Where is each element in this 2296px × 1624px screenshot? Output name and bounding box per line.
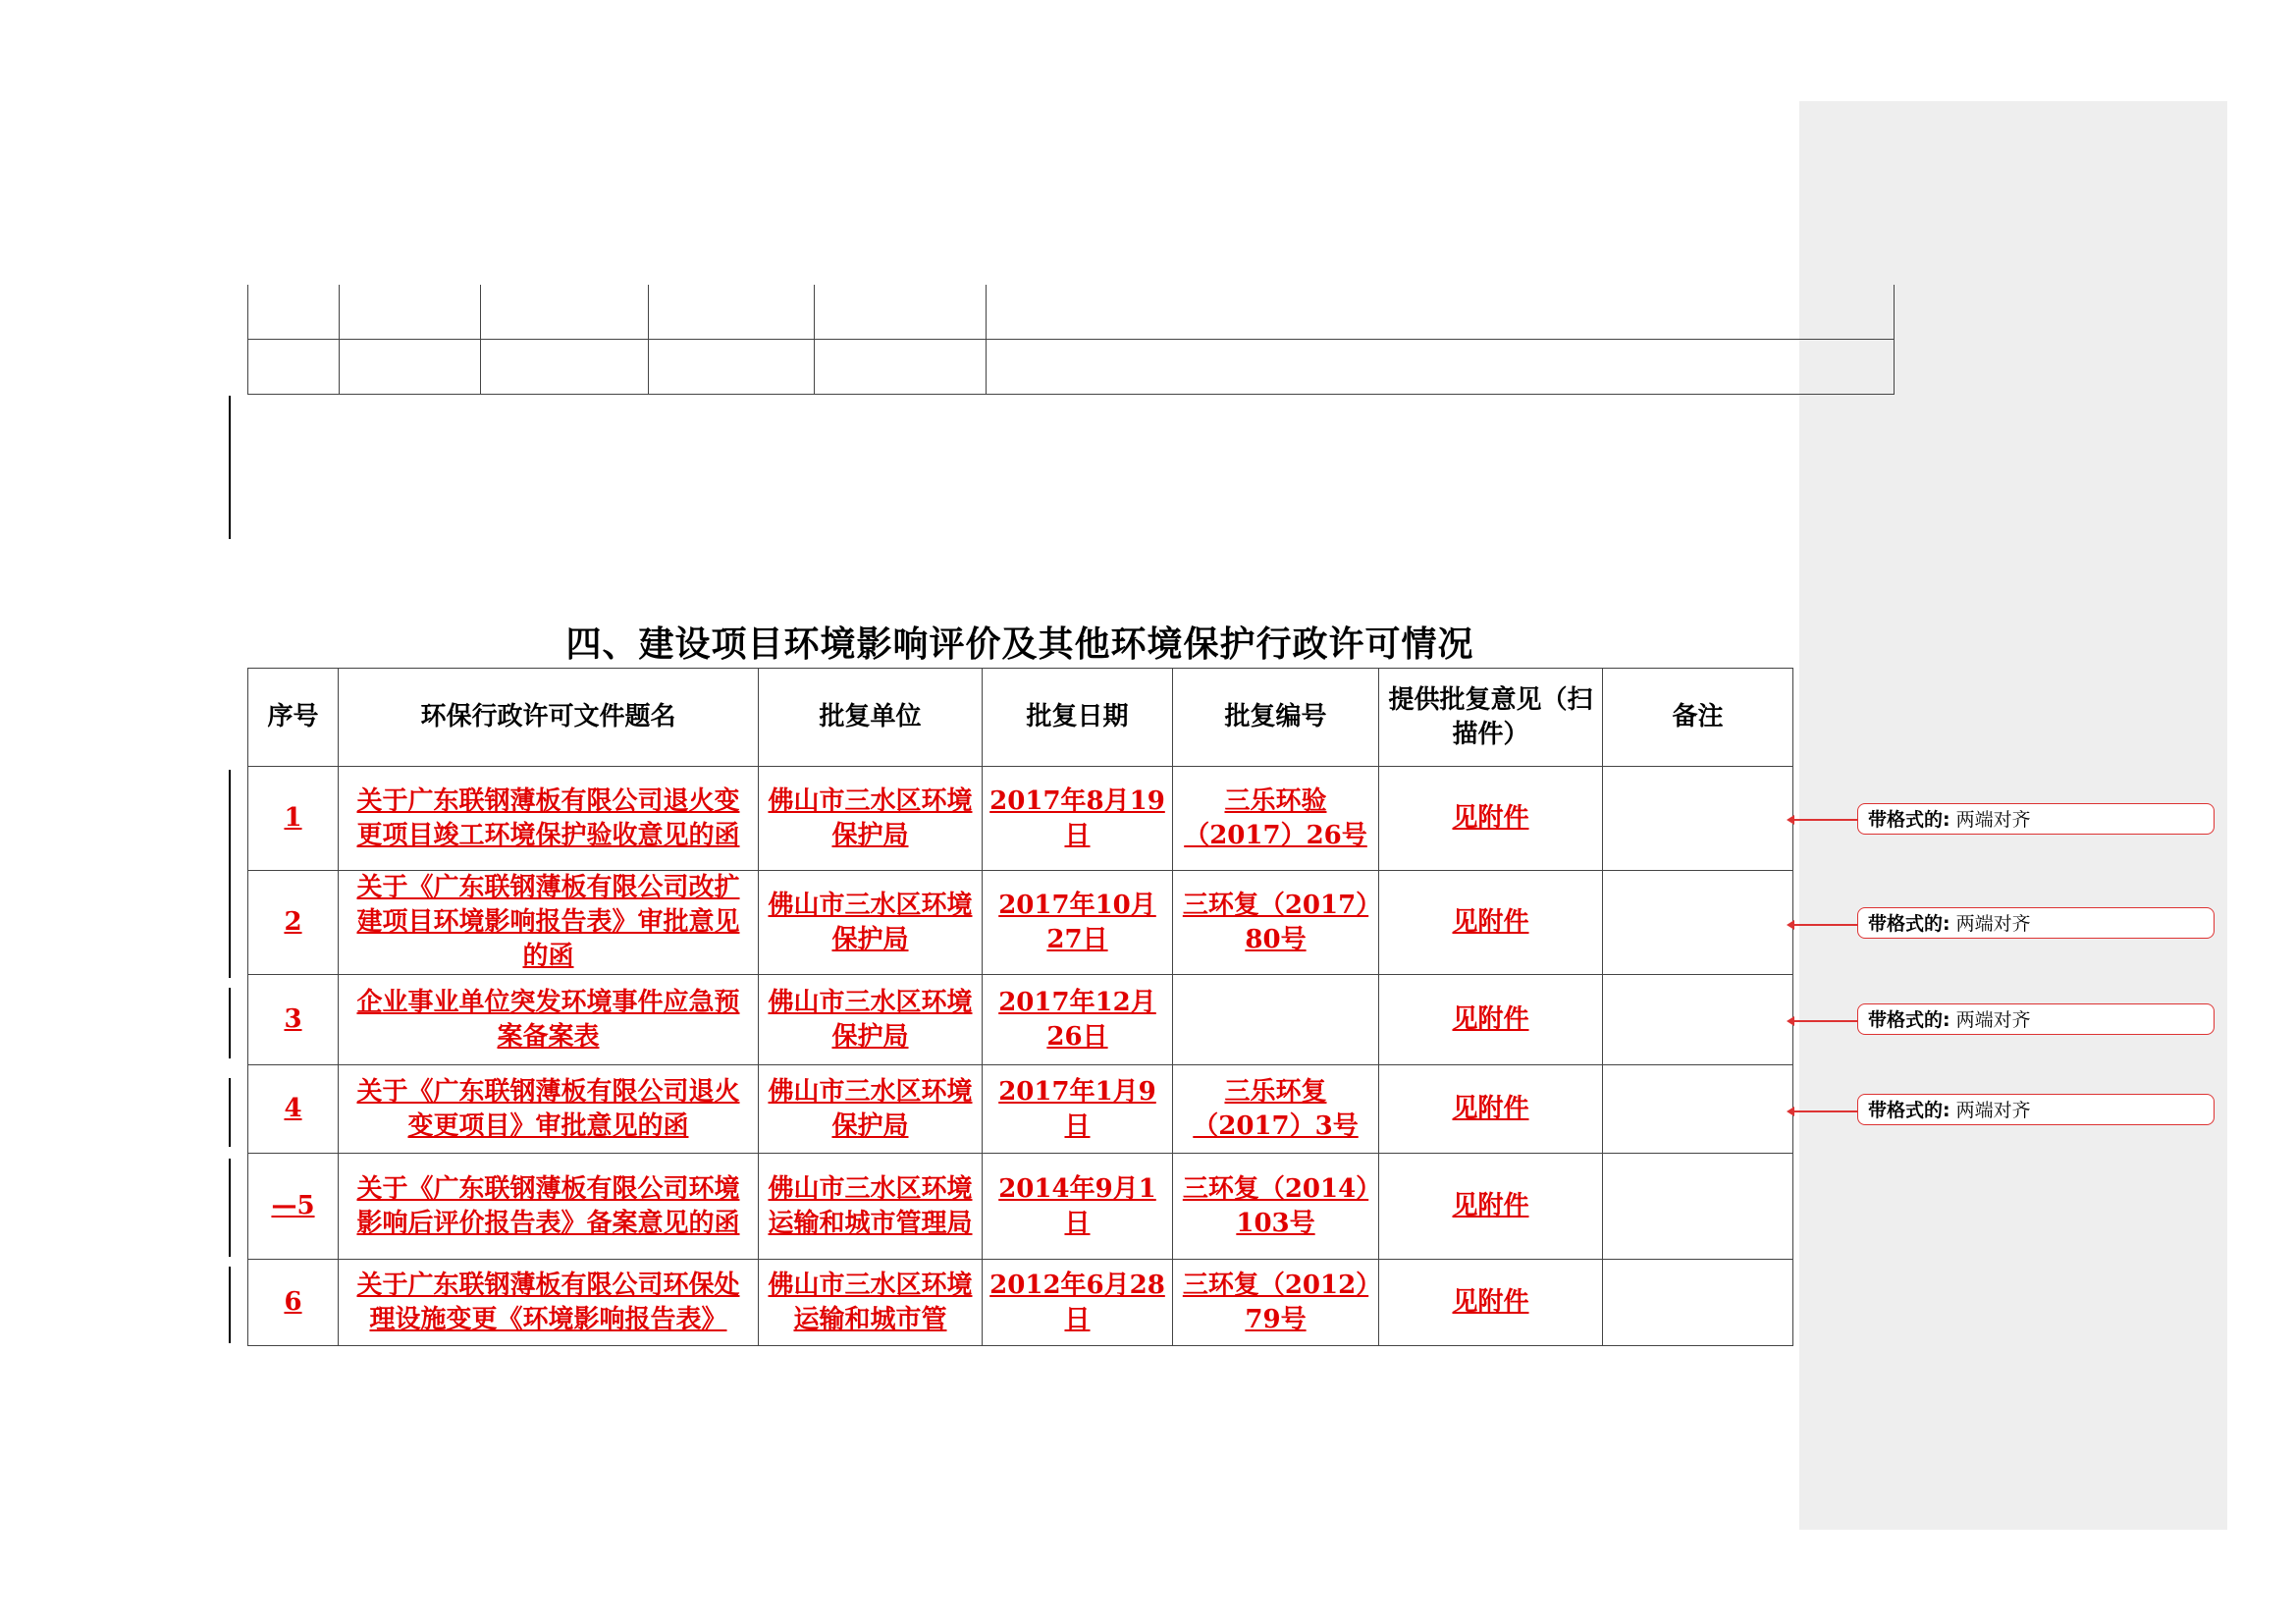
header-date: 批复日期 [983,669,1173,767]
change-bar [229,770,231,978]
comment-connector [1792,819,1859,821]
cell-doc-title: 关于《广东联钢薄板有限公司环境影响后评价报告表》备案意见的函 [356,1173,740,1238]
change-bar [229,1078,231,1147]
permit-table [247,668,1793,1346]
comment-label: 带格式的: [1868,809,1950,831]
cell-seq: —5 [271,1191,315,1220]
cell-number: 三乐环复（2017）3号 [1193,1076,1359,1141]
cell-seq: 4 [284,1094,302,1123]
cell-number: 三环复（2012）79号 [1182,1270,1369,1334]
comment-connector [1792,1110,1859,1112]
cell-provide: 见附件 [1452,1004,1529,1034]
cell-doc-title: 关于广东联钢薄板有限公司环保处理设施变更《环境影响报告表》 [356,1270,740,1334]
cell-unit: 佛山市三水区环境保护局 [768,987,973,1052]
header-remark: 备注 [1603,669,1793,767]
comment-connector [1792,924,1859,926]
previous-table-fragment [247,285,1895,395]
cell-number: 三乐环验（2017）26号 [1184,785,1367,850]
cell-provide: 见附件 [1452,907,1529,937]
cell-seq: 3 [284,1004,302,1034]
cell-unit: 佛山市三水区环境保护局 [768,1076,973,1141]
table-row [248,975,1793,1065]
cell-date: 2014年9月1日 [998,1173,1156,1238]
cell-seq: 1 [284,803,302,833]
cell-provide: 见附件 [1452,1191,1529,1220]
cell-unit: 佛山市三水区环境运输和城市管理局 [768,1173,973,1238]
cell-doc-title: 关于广东联钢薄板有限公司退火变更项目竣工环境保护验收意见的函 [356,785,740,850]
comment-text: 两端对齐 [1955,809,2031,831]
table-header-row [248,669,1793,767]
comment-text: 两端对齐 [1955,1009,2031,1031]
header-provide: 提供批复意见（扫描件） [1379,669,1603,767]
header-unit: 批复单位 [759,669,983,767]
cell-doc-title: 关于《广东联钢薄板有限公司改扩建项目环境影响报告表》审批意见的函 [356,873,740,971]
comment-connector [1792,1020,1859,1022]
cell-number: 三环复（2017）80号 [1182,890,1369,954]
cell-unit: 佛山市三水区环境保护局 [768,890,973,954]
change-bar [229,396,231,539]
table-row [248,871,1793,975]
table-row [248,1154,1793,1260]
comment-label: 带格式的: [1868,1009,1950,1031]
header-doc-title: 环保行政许可文件题名 [339,669,759,767]
section-title: 四、建设项目环境影响评价及其他环境保护行政许可情况 [565,623,1474,665]
format-comment[interactable] [1857,907,2215,939]
header-seq: 序号 [248,669,339,767]
change-bar [229,1159,231,1257]
cell-provide: 见附件 [1452,1287,1529,1317]
cell-doc-title: 关于《广东联钢薄板有限公司退火变更项目》审批意见的函 [356,1076,740,1141]
header-number: 批复编号 [1173,669,1379,767]
comment-label: 带格式的: [1868,913,1950,935]
comment-label: 带格式的: [1868,1100,1950,1121]
cell-date: 2017年8月19日 [989,785,1165,850]
cell-doc-title: 企业事业单位突发环境事件应急预案备案表 [356,987,740,1052]
change-bar [229,988,231,1058]
cell-date: 2012年6月28日 [989,1270,1165,1334]
cell-date: 2017年10月27日 [998,890,1156,954]
cell-unit: 佛山市三水区环境保护局 [768,785,973,850]
cell-provide: 见附件 [1452,1094,1529,1123]
cell-number: 三环复（2014）103号 [1182,1173,1369,1238]
cell-seq: 6 [284,1287,302,1317]
format-comment[interactable] [1857,1094,2215,1125]
comment-text: 两端对齐 [1955,1100,2031,1121]
table-row [248,1260,1793,1346]
format-comment[interactable] [1857,1003,2215,1035]
cell-date: 2017年12月26日 [998,987,1156,1052]
cell-provide: 见附件 [1452,803,1529,833]
format-comment[interactable] [1857,803,2215,835]
table-row [248,767,1793,871]
change-bar [229,1267,231,1343]
cell-seq: 2 [284,907,302,937]
table-row [248,1065,1793,1154]
comment-text: 两端对齐 [1955,913,2031,935]
cell-date: 2017年1月9日 [998,1076,1156,1141]
cell-unit: 佛山市三水区环境运输和城市管 [768,1270,973,1334]
